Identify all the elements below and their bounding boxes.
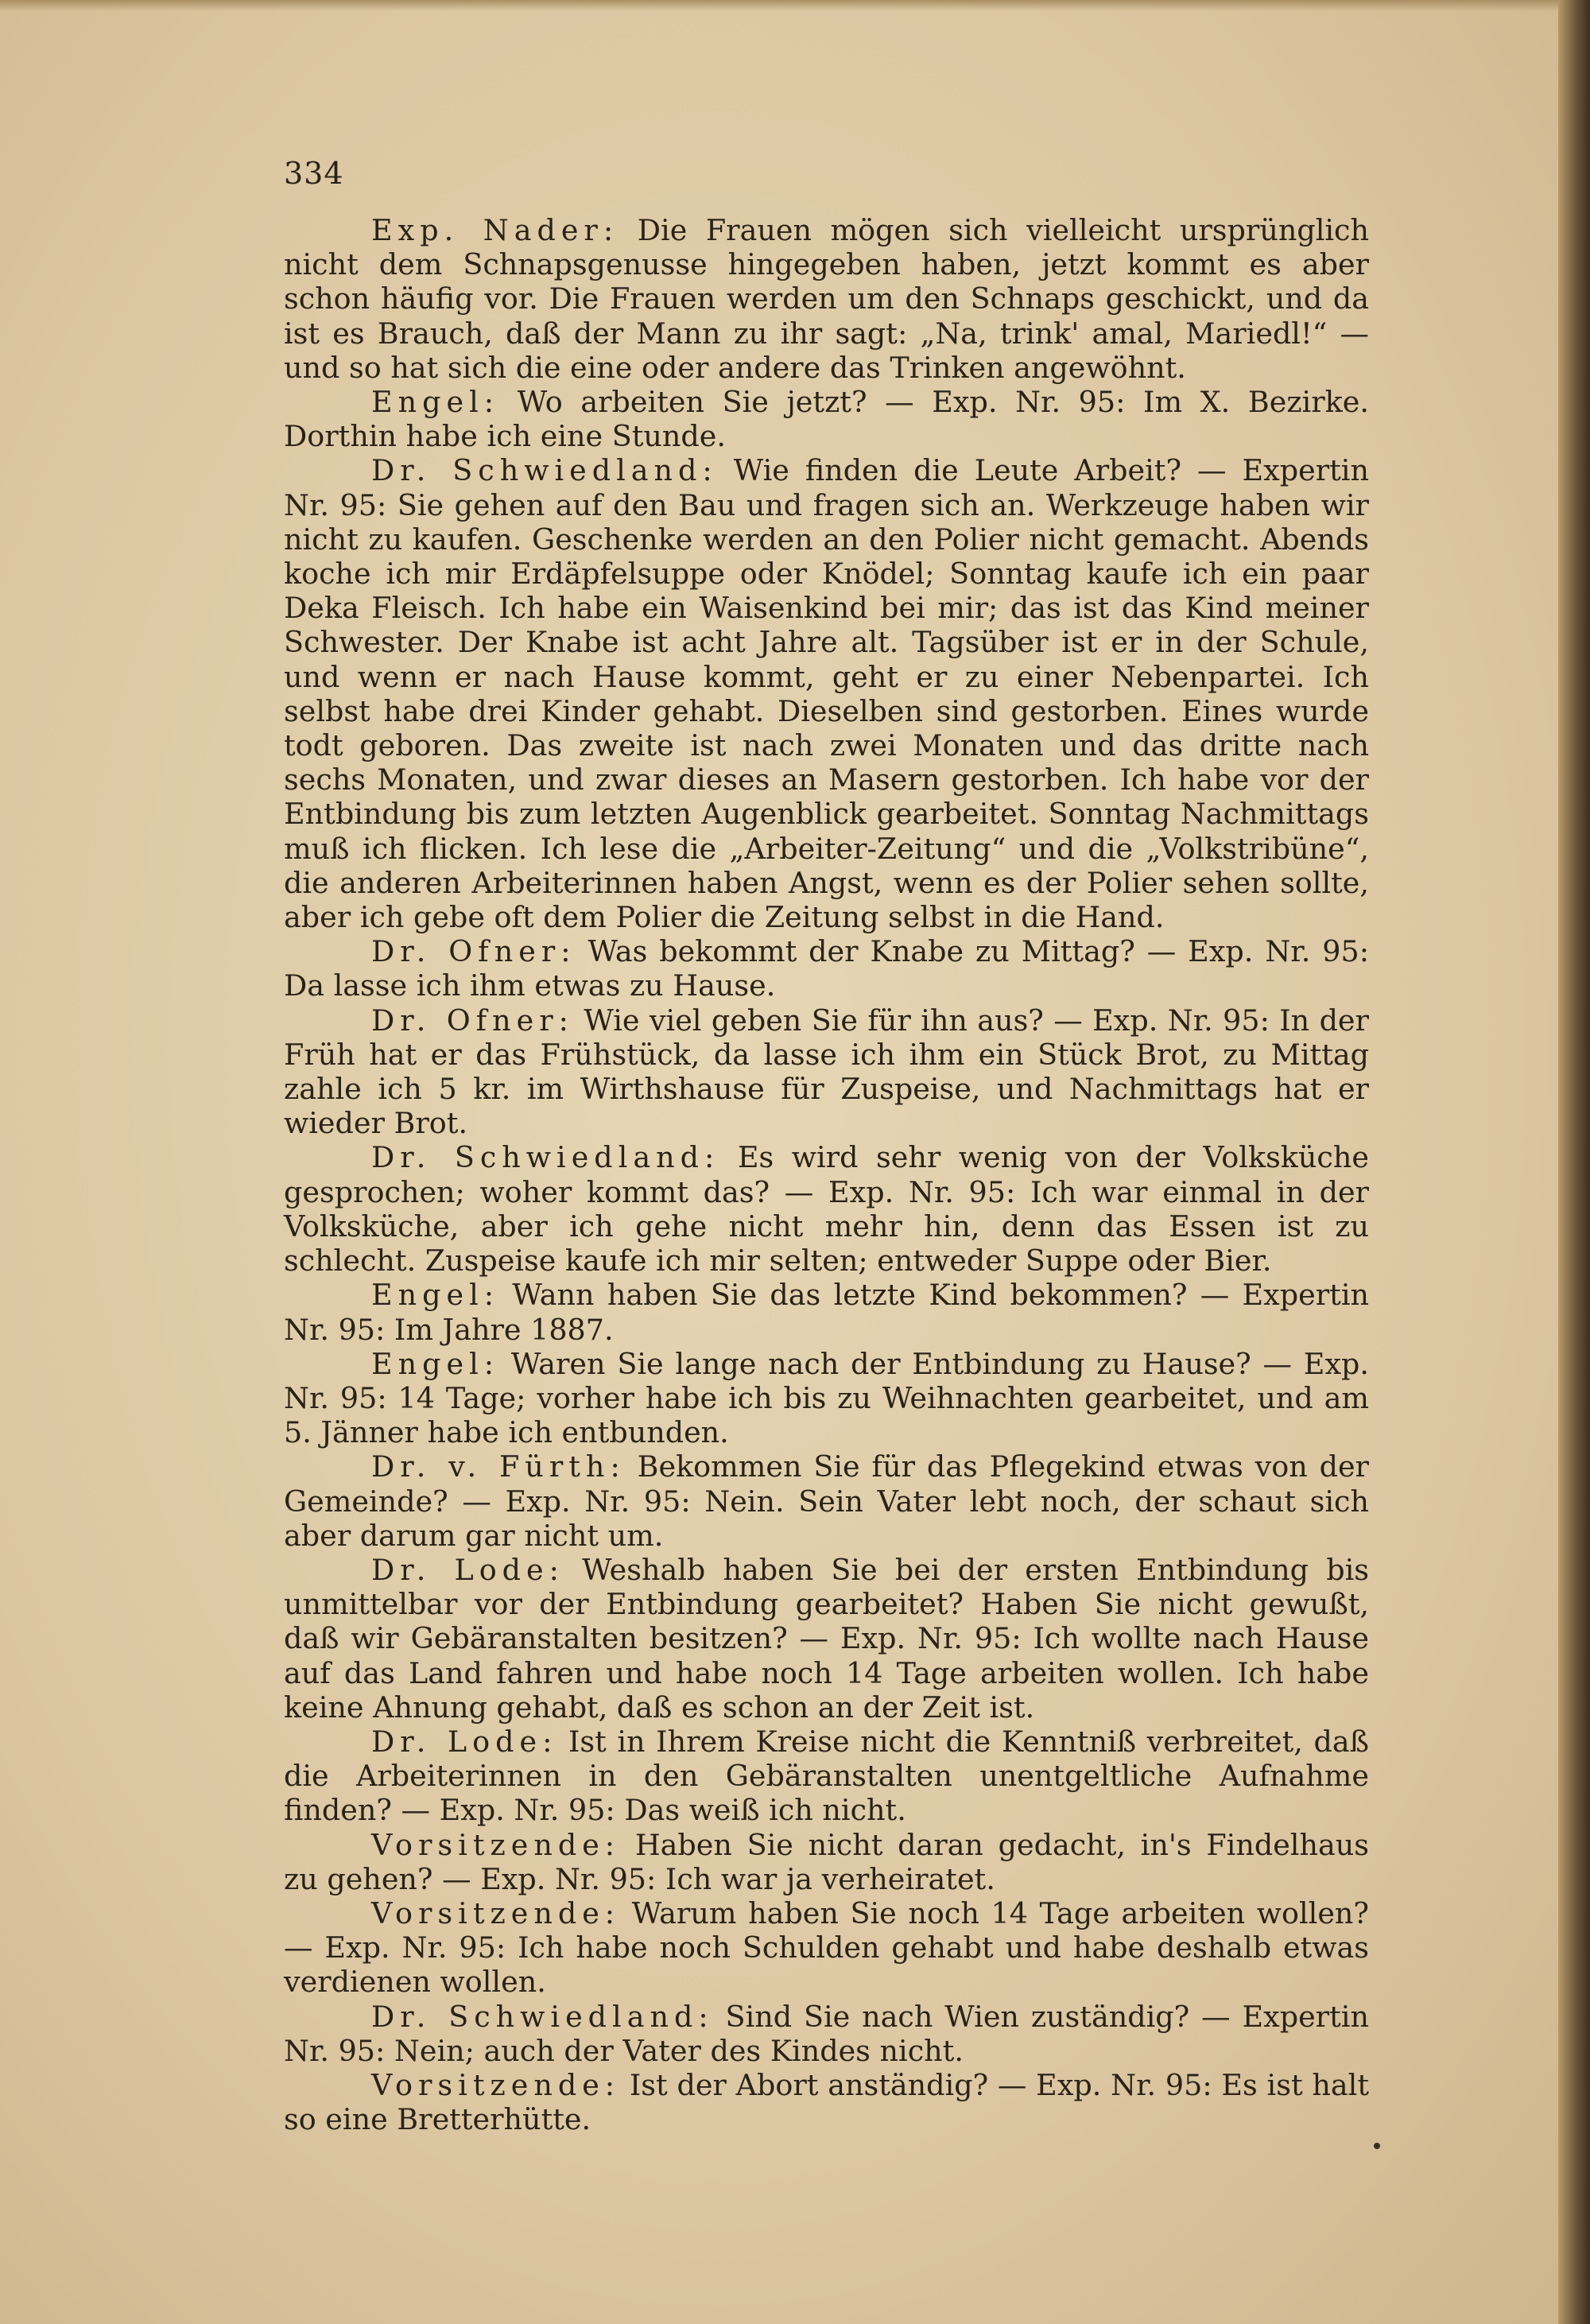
book-spine-edge [1558,0,1590,2324]
paragraph-text: Haben Sie nicht daran gedacht, in's Findelhaus zu gehen? — Exp. Nr. 95: Ich war ja verheiratet. [284,1827,1369,1896]
paragraph [284,1278,1369,1346]
paragraph-text: Wann haben Sie das letzte Kind bekommen? — Expertin Nr. 95: Im Jahre 1887. [284,1278,1369,1347]
speaker-name: Dr. Ofner: [371,1003,574,1038]
paragraph [284,1725,1369,1828]
paragraph [284,1449,1369,1553]
page-top-shadow [0,0,1590,11]
paragraph-text: Wie finden die Leute Arbeit? — Expertin Nr. 95: Sie gehen auf den Bau und fragen sich an. Werkzeuge haben wir nicht zu kaufen. Geschenke werden an den Polier nicht gemacht. Abends koche ich mir Erdäpfelsuppe oder Knödel; Sonntag kaufe ich ein paar Deka Fleisch. Ich habe ein Waisenkind bei mir; das ist das Kind meiner Schwester. Der Knabe ist acht Jahre alt. Tagsüber ist er in der Schule, und wenn er nach Hause kommt, geht er zu einer Nebenpartei. Ich selbst habe drei Kinder gehabt. Dieselben sind gestorben. Eines wurde todt geboren. Das zweite ist nach zwei Monaten und das dritte nach sechs Monaten, und zwar dieses an Masern gestorben. Ich habe vor der Entbindung bis zum letzten Augenblick gearbeitet. Sonntag Nachmittags muß ich flicken. Ich lese die „Arbeiter-Zeitung“ und die „Volkstribüne“, die anderen Arbeiterinnen haben Angst, wenn es der Polier sehen sollte, aber ich gebe oft dem Polier die Zeitung selbst in die Hand. [284,453,1369,935]
paragraph [284,453,1369,934]
paragraph-text: Wo arbeiten Sie jetzt? — Exp. Nr. 95: Im X. Bezirke. Dorthin habe ich eine Stunde. [284,385,1369,454]
speaker-name: Engel: [371,385,500,420]
speaker-name: Dr. Schwiedland: [371,1140,720,1175]
paragraph [284,2068,1369,2136]
paragraph-text: Warum haben Sie noch 14 Tage arbeiten wollen? — Exp. Nr. 95: Ich habe noch Schulden gehabt und habe deshalb etwas verdienen wollen. [284,1895,1369,2000]
paragraph-text: Die Frauen mögen sich vielleicht ursprünglich nicht dem Schnapsgenusse hingegeben haben, jetzt kommt es aber schon häufig vor. Die Frauen werden um den Schnaps geschickt, und da ist es Brauch, daß der Mann zu ihr sagt: „Na, trink' amal, Mariedl!“ — und so hat sich die eine oder andere das Trinken angewöhnt. [284,213,1369,385]
paragraph [284,1140,1369,1278]
paragraph [284,1828,1369,1896]
paragraph-text: Ist in Ihrem Kreise nicht die Kenntniß verbreitet, daß die Arbeiterinnen in den Gebäranstalten unentgeltliche Aufnahme finden? — Exp. Nr. 95: Das weiß ich nicht. [284,1724,1369,1828]
paragraph [284,2000,1369,2068]
paragraph [284,1347,1369,1450]
speaker-name: Exp. Nader: [371,213,619,247]
ink-speck [1374,2143,1380,2149]
speaker-name: Vorsitzende: [371,2067,621,2102]
paragraph [284,1003,1369,1141]
paragraph [284,934,1369,1003]
paragraph [284,385,1369,453]
body-text [284,213,1369,2136]
speaker-name: Dr. Ofner: [371,934,576,969]
speaker-name: Vorsitzende: [371,1895,621,1930]
paragraph [284,1896,1369,2000]
paragraph-text: Sind Sie nach Wien zuständig? — Expertin Nr. 95: Nein; auch der Vater des Kindes nicht. [284,1999,1369,2068]
paragraph-text: Was bekommt der Knabe zu Mittag? — Exp. Nr. 95: Da lasse ich ihm etwas zu Hause. [284,934,1369,1003]
speaker-name: Dr. v. Fürth: [371,1449,626,1484]
paragraph-text: Weshalb haben Sie bei der ersten Entbindung bis unmittelbar vor der Entbindung gearbeitet? Haben Sie nicht gewußt, daß wir Gebäranstalten besitzen? — Exp. Nr. 95: Ich wollte nach Hause auf das Land fahren und habe noch 14 Tage arbeiten wollen. Ich habe keine Ahnung gehabt, daß es schon an der Zeit ist. [284,1552,1369,1725]
speaker-name: Vorsitzende: [371,1827,621,1862]
paragraph-text: Wie viel geben Sie für ihn aus? — Exp. Nr. 95: In der Früh hat er das Frühstück, da lasse ich ihm ein Stück Brot, zu Mittag zahle ich 5 kr. im Wirthshause für Zuspeise, und Nachmittags hat er wieder Brot. [284,1003,1369,1141]
page-number: 334 [284,156,344,191]
paragraph-text: Es wird sehr wenig von der Volksküche gesprochen; woher kommt das? — Exp. Nr. 95: Ich war einmal in der Volksküche, aber ich gehe nicht mehr hin, denn das Essen ist zu schlecht. Zuspeise kaufe ich mir selten; entweder Suppe oder Bier. [284,1140,1369,1278]
paragraph-text: Ist der Abort anständig? — Exp. Nr. 95: Es ist halt so eine Bretterhütte. [284,2067,1369,2137]
speaker-name: Engel: [371,1278,500,1313]
speaker-name: Dr. Lode: [371,1724,558,1759]
paragraph-text: Bekommen Sie für das Pflegekind etwas von der Gemeinde? — Exp. Nr. 95: Nein. Sein Vater lebt noch, der schaut sich aber darum gar nicht um. [284,1449,1370,1553]
paragraph-text: Waren Sie lange nach der Entbindung zu Hause? — Exp. Nr. 95: 14 Tage; vorher habe ich bis zu Weihnachten gearbeitet, und am 5. Jänner habe ich entbunden. [284,1346,1369,1450]
speaker-name: Engel: [371,1346,500,1381]
speaker-name: Dr. Schwiedland: [371,453,718,488]
speaker-name: Dr. Lode: [371,1552,564,1587]
paragraph [284,1553,1369,1725]
speaker-name: Dr. Schwiedland: [371,1999,714,2034]
paragraph [284,213,1369,385]
